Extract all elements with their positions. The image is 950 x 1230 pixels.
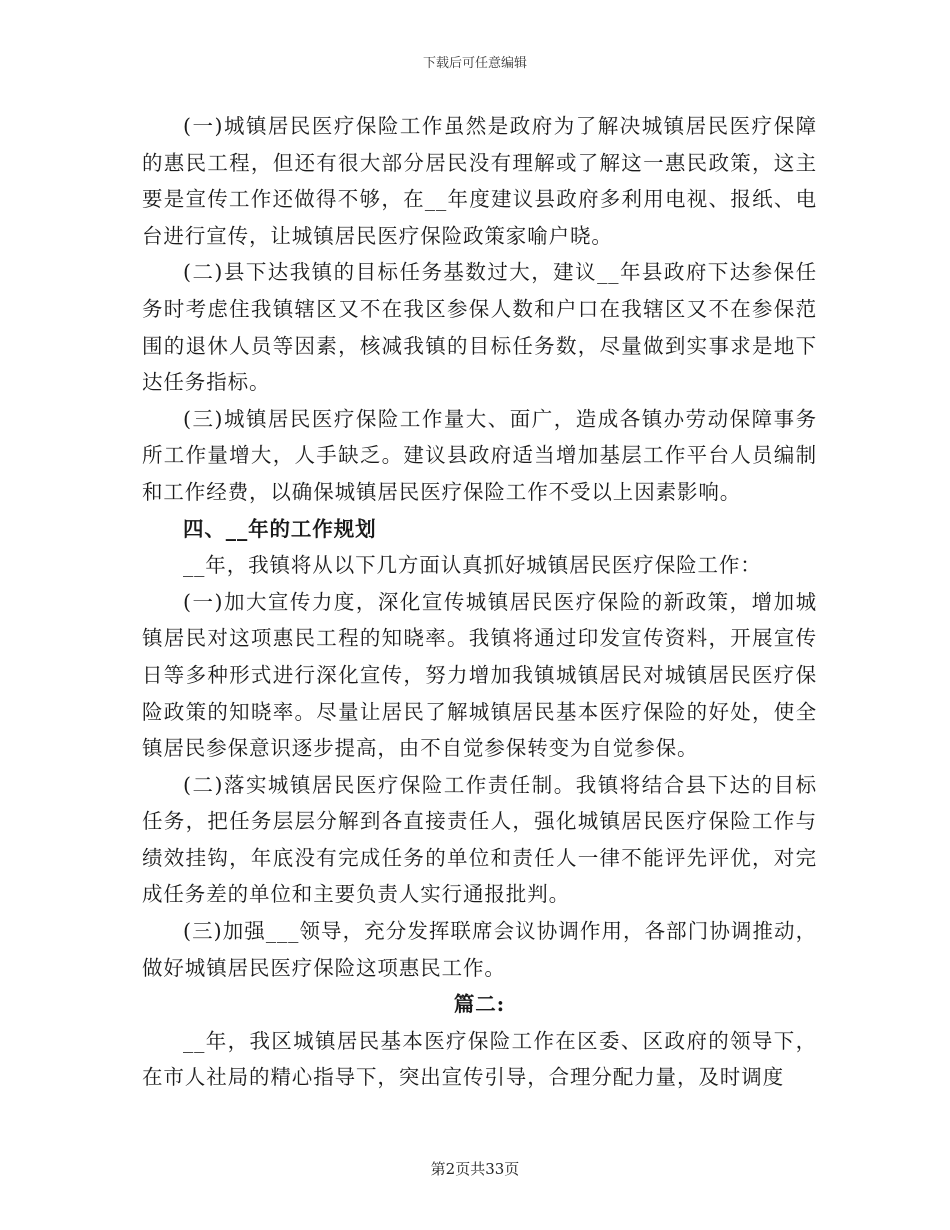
page-footer-page-number: 第2页共33页 — [430, 1160, 520, 1178]
paragraph-part-two-intro: __年，我区城镇居民基本医疗保险工作在区委、区政府的领导下，在市人社局的精心指导下，突出宣传引导，合理分配力量，及时调度 — [142, 1028, 817, 1090]
paragraph-plan-1: (一)加大宣传力度，深化宣传城镇居民医疗保险的新政策，增加城镇居民对这项惠民工程的知晓率。我镇将通过印发宣传资料，开展宣传日等多种形式进行深化宣传，努力增加我镇城镇居民对城镇居民医疗保险政策的知晓率。尽量让居民了解城镇居民基本医疗保险的好处，使全镇居民参保意识逐步提高，由不自觉参保转变为自觉参保。 — [142, 589, 817, 761]
paragraph-plan-3: (三)加强___领导，充分发挥联席会议协调作用，各部门协调推动，做好城镇居民医疗保险这项惠民工作。 — [142, 919, 817, 980]
paragraph-suggestion-1: (一)城镇居民医疗保险工作虽然是政府为了解决城镇居民医疗保障的惠民工程，但还有很大部分居民没有理解或了解这一惠民政策，这主要是宣传工作还做得不够，在__年度建议县政府多利用电视、报纸、电台进行宣传，让城镇居民医疗保险政策家喻户晓。 — [142, 114, 817, 248]
paragraph-plan-2: (二)落实城镇居民医疗保险工作责任制。我镇将结合县下达的目标任务，把任务层层分解到各直接责任人，强化城镇居民医疗保险工作与绩效挂钩，年底没有完成任务的单位和责任人一律不能评先评优，对完成任务差的单位和主要负责人实行通报批判。 — [142, 772, 817, 907]
section-title-part-two: 篇二: — [453, 992, 506, 1017]
paragraph-suggestion-3: (三)城镇居民医疗保险工作量大、面广，造成各镇办劳动保障事务所工作量增大，人手缺乏。建议县政府适当增加基层工作平台人员编制和工作经费，以确保城镇居民医疗保险工作不受以上因素影响。 — [142, 406, 817, 504]
page-header: 下载后可任意编辑 — [422, 56, 527, 71]
document-body — [142, 108, 817, 1096]
paragraph-suggestion-2: (二)县下达我镇的目标任务基数过大，建议__年县政府下达参保任务时考虑住我镇辖区又不在我区参保人数和户口在我辖区又不在参保范围的退休人员等因素，核减我镇的目标任务数，尽量做到实事求是地下达任务指标。 — [142, 260, 817, 395]
section-heading-work-plan: 四、__年的工作规划 — [183, 516, 377, 541]
paragraph-plan-intro: __年，我镇将从以下几方面认真抓好城镇居民医疗保险工作： — [183, 553, 762, 578]
